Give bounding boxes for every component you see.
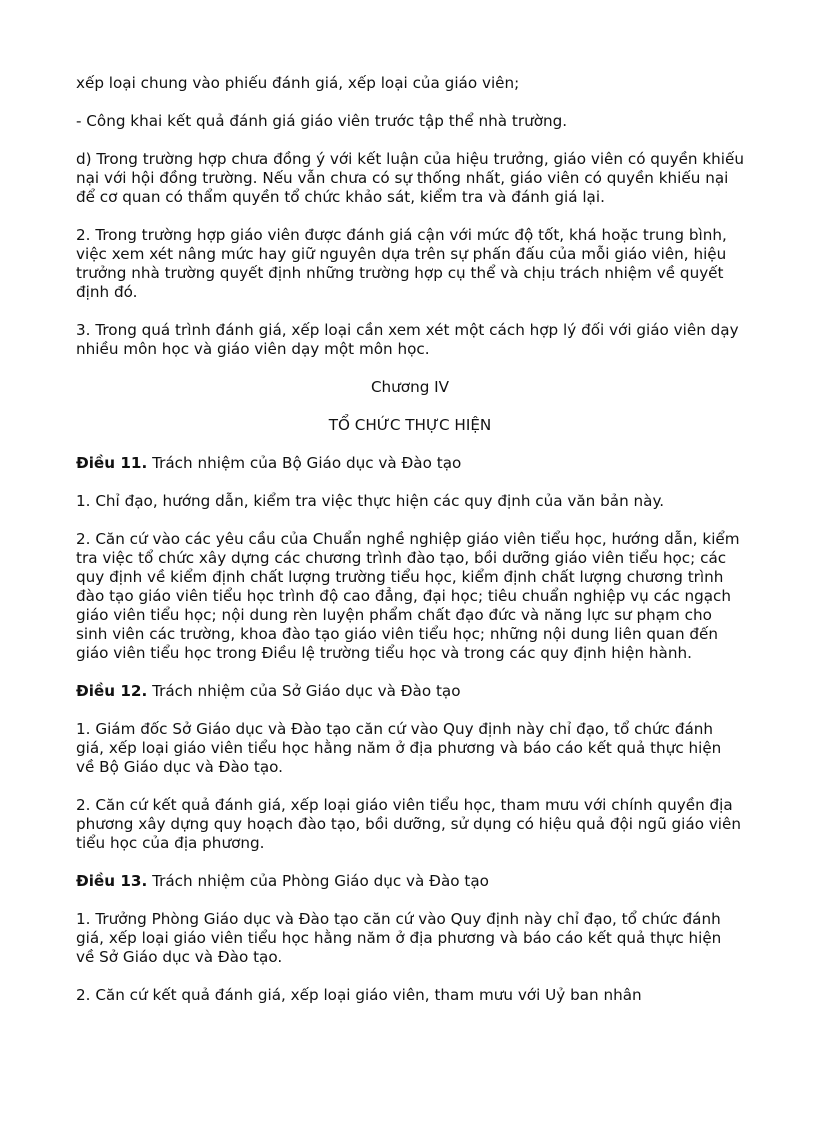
paragraph-xep-loai-chung: xếp loại chung vào phiếu đánh giá, xếp loại của giáo viên; <box>76 74 520 92</box>
document-page <box>76 74 744 1024</box>
article-13-title: Trách nhiệm của Phòng Giáo dục và Đào tạo <box>147 872 489 890</box>
article-12-heading <box>76 682 744 701</box>
article-13-heading <box>76 872 744 891</box>
article-13-number: Điều 13. <box>76 872 148 890</box>
paragraph-khieu-nai: d) Trong trường hợp chưa đồng ý với kết luận của hiệu trưởng, giáo viên có quyền khiếu nại với hội đồng trường. Nếu vẫn chưa có sự thống nhất, giáo viên có quyền khiếu nại để cơ quan có thẩm quyền tổ chức khảo sát, kiểm tra và đánh giá lại. <box>76 150 744 206</box>
article-12-number: Điều 12. <box>76 682 148 700</box>
article-11-number: Điều 11. <box>76 454 148 472</box>
article-11-title: Trách nhiệm của Bộ Giáo dục và Đào tạo <box>147 454 462 472</box>
article-11-heading <box>76 454 744 473</box>
article-12-paragraph-1: 1. Giám đốc Sở Giáo dục và Đào tạo căn cứ vào Quy định này chỉ đạo, tổ chức đánh giá, xếp loại giáo viên tiểu học hằng năm ở địa phương và báo cáo kết quả thực hiện về Bộ Giáo dục và Đào tạo. <box>76 720 722 776</box>
paragraph-item-3: 3. Trong quá trình đánh giá, xếp loại cần xem xét một cách hợp lý đối với giáo viên dạy nhiều môn học và giáo viên dạy một môn học. <box>76 321 739 358</box>
article-11-paragraph-1: 1. Chỉ đạo, hướng dẫn, kiểm tra việc thực hiện các quy định của văn bản này. <box>76 492 665 510</box>
article-12-paragraph-2: 2. Căn cứ kết quả đánh giá, xếp loại giáo viên tiểu học, tham mưu với chính quyền địa phương xây dựng quy hoạch đào tạo, bồi dưỡng, sử dụng có hiệu quả đội ngũ giáo viên tiểu học của địa phương. <box>76 796 741 852</box>
paragraph-cong-khai: - Công khai kết quả đánh giá giáo viên trước tập thể nhà trường. <box>76 112 568 130</box>
article-13-paragraph-1: 1. Trưởng Phòng Giáo dục và Đào tạo căn cứ vào Quy định này chỉ đạo, tổ chức đánh giá, xếp loại giáo viên tiểu học hằng năm ở địa phương và báo cáo kết quả thực hiện về Sở Giáo dục và Đào tạo. <box>76 910 722 966</box>
article-13-paragraph-2: 2. Căn cứ kết quả đánh giá, xếp loại giáo viên, tham mưu với Uỷ ban nhân <box>76 986 642 1004</box>
chapter-title: TỔ CHỨC THỰC HIỆN <box>328 416 492 434</box>
article-11-paragraph-2: 2. Căn cứ vào các yêu cầu của Chuẩn nghề nghiệp giáo viên tiểu học, hướng dẫn, kiểm tra việc tổ chức xây dựng các chương trình đào tạo, bồi dưỡng giáo viên tiểu học; các quy định về kiểm định chất lượng trường tiểu học, kiểm định chất lượng chương trình đào tạo giáo viên tiểu học trình độ cao đẳng, đại học; tiêu chuẩn nghiệp vụ các ngạch giáo viên tiểu học; nội dung rèn luyện phẩm chất đạo đức và năng lực sư phạm cho sinh viên các trường, khoa đào tạo giáo viên tiểu học; những nội dung liên quan đến giáo viên tiểu học trong Điều lệ trường tiểu học và trong các quy định hiện hành. <box>76 530 740 662</box>
article-12-title: Trách nhiệm của Sở Giáo dục và Đào tạo <box>147 682 461 700</box>
chapter-number: Chương IV <box>370 378 450 396</box>
paragraph-item-2: 2. Trong trường hợp giáo viên được đánh giá cận với mức độ tốt, khá hoặc trung bình, việc xem xét nâng mức hay giữ nguyên dựa trên sự phấn đấu của mỗi giáo viên, hiệu trưởng nhà trường quyết định những trường hợp cụ thể và chịu trách nhiệm về quyết định đó. <box>76 226 727 301</box>
